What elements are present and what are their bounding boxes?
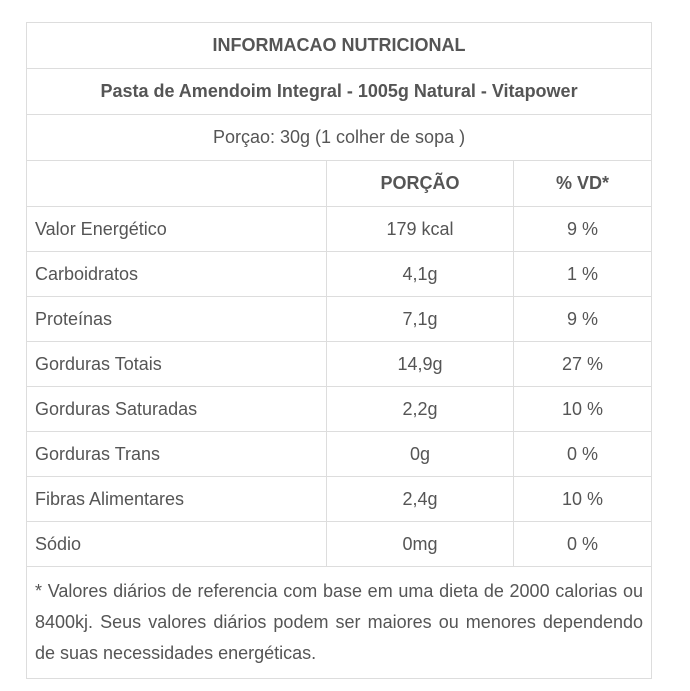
nutrient-name: Carboidratos <box>27 252 327 297</box>
nutrient-name: Valor Energético <box>27 207 327 252</box>
table-row <box>27 252 652 297</box>
table-title: INFORMACAO NUTRICIONAL <box>27 23 652 69</box>
product-row <box>27 69 652 115</box>
serving-row <box>27 115 652 161</box>
nutrient-name: Gorduras Trans <box>27 432 327 477</box>
nutrient-vd: 0 % <box>514 522 652 567</box>
nutrient-name: Fibras Alimentares <box>27 477 327 522</box>
nutrition-facts-panel <box>26 22 651 679</box>
header-row <box>27 161 652 207</box>
nutrient-portion: 0g <box>327 432 514 477</box>
nutrient-portion: 179 kcal <box>327 207 514 252</box>
nutrient-vd: 9 % <box>514 207 652 252</box>
table-row <box>27 387 652 432</box>
nutrition-table <box>26 22 652 679</box>
nutrient-portion: 2,2g <box>327 387 514 432</box>
table-row <box>27 342 652 387</box>
footnote-row <box>27 567 652 679</box>
nutrient-portion: 4,1g <box>327 252 514 297</box>
nutrient-vd: 10 % <box>514 387 652 432</box>
nutrient-portion: 2,4g <box>327 477 514 522</box>
nutrient-vd: 1 % <box>514 252 652 297</box>
nutrient-name: Proteínas <box>27 297 327 342</box>
nutrient-portion: 7,1g <box>327 297 514 342</box>
header-nutrient <box>27 161 327 207</box>
header-vd: % VD* <box>514 161 652 207</box>
nutrient-name: Sódio <box>27 522 327 567</box>
nutrient-portion: 14,9g <box>327 342 514 387</box>
nutrient-vd: 9 % <box>514 297 652 342</box>
nutrient-portion: 0mg <box>327 522 514 567</box>
table-row <box>27 297 652 342</box>
footnote: * Valores diários de referencia com base em uma dieta de 2000 calorias ou 8400kj. Seus valores diários podem ser maiores ou menores dependendo de suas necessidades energéticas. <box>27 567 652 679</box>
title-row <box>27 23 652 69</box>
product-name: Pasta de Amendoim Integral - 1005g Natural - Vitapower <box>27 69 652 115</box>
header-portion: PORÇÃO <box>327 161 514 207</box>
nutrient-name: Gorduras Totais <box>27 342 327 387</box>
table-row <box>27 477 652 522</box>
table-row <box>27 207 652 252</box>
nutrient-vd: 27 % <box>514 342 652 387</box>
nutrient-vd: 10 % <box>514 477 652 522</box>
table-row <box>27 432 652 477</box>
table-row <box>27 522 652 567</box>
nutrient-name: Gorduras Saturadas <box>27 387 327 432</box>
serving-size: Porçao: 30g (1 colher de sopa ) <box>27 115 652 161</box>
nutrient-vd: 0 % <box>514 432 652 477</box>
